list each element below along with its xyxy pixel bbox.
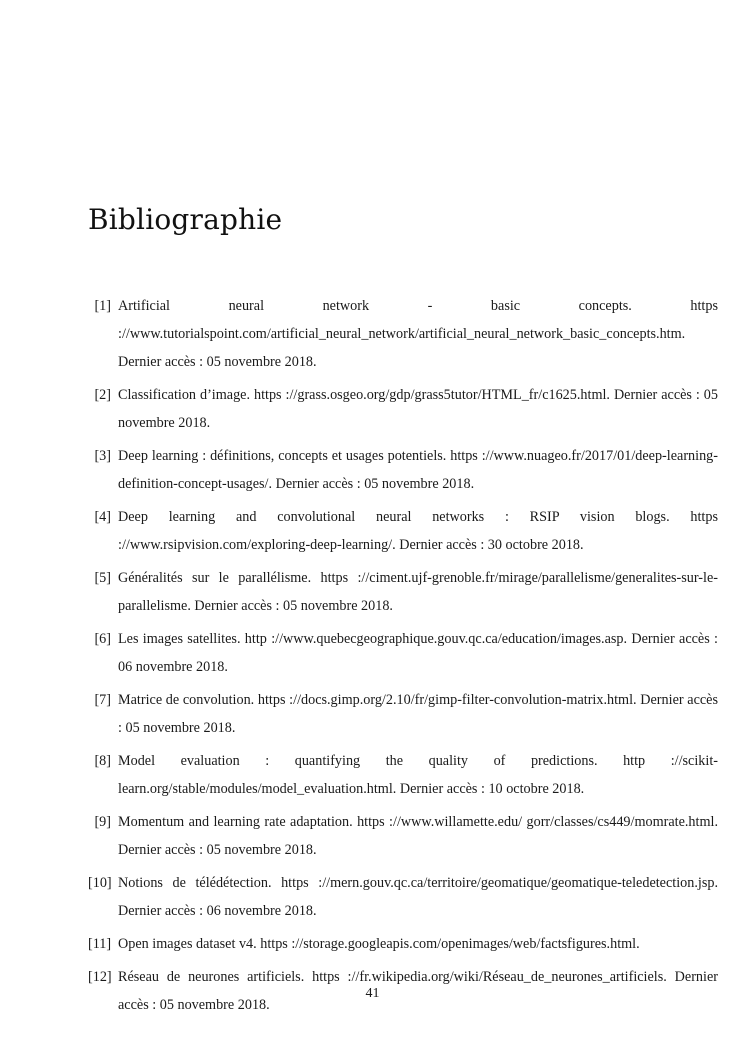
bibliography-entry <box>88 808 718 864</box>
entry-label: [9] <box>94 814 111 830</box>
entry-text: Réseau de neurones artificiels. https ://fr.wikipedia.org/wiki/Réseau_de_neurones_artificiels. Dernier accès : 05 novembre 2018. <box>118 969 718 1013</box>
entry-text: Open images dataset v4. https ://storage.googleapis.com/openimages/web/factsfigures.html. <box>118 936 640 952</box>
page-number: 41 <box>365 986 380 1001</box>
entry-text: Deep learning and convolutional neural networks : RSIP vision blogs. https ://www.rsipvision.com/exploring-deep-learning/. Dernier accès : 30 octobre 2018. <box>118 509 718 553</box>
bibliography-entry <box>88 686 718 742</box>
entry-label: [12] <box>88 969 112 985</box>
entry-label: [10] <box>88 875 112 891</box>
entry-text: Momentum and learning rate adaptation. https ://www.willamette.edu/ gorr/classes/cs449/momrate.html. Dernier accès : 05 novembre 2018. <box>118 814 718 858</box>
entry-label: [3] <box>94 448 111 464</box>
entry-label: [5] <box>94 570 111 586</box>
entry-text: Model evaluation : quantifying the quality of predictions. http ://scikit-learn.org/stable/modules/model_evaluation.html. Dernier accès : 10 octobre 2018. <box>118 753 718 797</box>
bibliography-entry <box>88 503 718 559</box>
entry-text: Les images satellites. http ://www.quebecgeographique.gouv.qc.ca/education/images.asp. Dernier accès : 06 novembre 2018. <box>118 631 718 675</box>
entry-text: Matrice de convolution. https ://docs.gimp.org/2.10/fr/gimp-filter-convolution-matrix.html. Dernier accès : 05 novembre 2018. <box>118 692 718 736</box>
entry-text: Classification d’image. https ://grass.osgeo.org/gdp/grass5tutor/HTML_fr/c1625.html. Dernier accès : 05 novembre 2018. <box>118 387 718 431</box>
bibliography-entry <box>88 564 718 620</box>
bibliography-entry <box>88 292 718 376</box>
entry-label: [7] <box>94 692 111 708</box>
entry-text: Artificial neural network - basic concepts. https ://www.tutorialspoint.com/artificial_neural_network/artificial_neural_network_basic_concepts.htm. Dernier accès : 05 novembre 2018. <box>118 298 718 370</box>
bibliography-entry <box>88 869 718 925</box>
bibliography-entry <box>88 747 718 803</box>
bibliography-entry <box>88 442 718 498</box>
bibliography-list <box>88 292 718 1024</box>
bibliography-entry <box>88 625 718 681</box>
entry-label: [8] <box>94 753 111 769</box>
entry-label: [1] <box>94 298 111 314</box>
entry-text: Généralités sur le parallélisme. https ://ciment.ujf-grenoble.fr/mirage/parallelisme/generalites-sur-le-parallelisme. Dernier accès : 05 novembre 2018. <box>118 570 718 614</box>
entry-label: [11] <box>88 936 112 952</box>
entry-label: [2] <box>94 387 111 403</box>
entry-label: [6] <box>94 631 111 647</box>
entry-label: [4] <box>94 509 111 525</box>
chapter-title: Bibliographie <box>88 203 283 236</box>
entry-text: Notions de télédétection. https ://mern.gouv.qc.ca/territoire/geomatique/geomatique-teledetection.jsp. Dernier accès : 06 novembre 2018. <box>118 875 718 919</box>
bibliography-entry <box>88 381 718 437</box>
bibliography-entry <box>88 930 718 958</box>
entry-text: Deep learning : définitions, concepts et usages potentiels. https ://www.nuageo.fr/2017/01/deep-learning-definition-concept-usages/. Dernier accès : 05 novembre 2018. <box>118 448 718 492</box>
